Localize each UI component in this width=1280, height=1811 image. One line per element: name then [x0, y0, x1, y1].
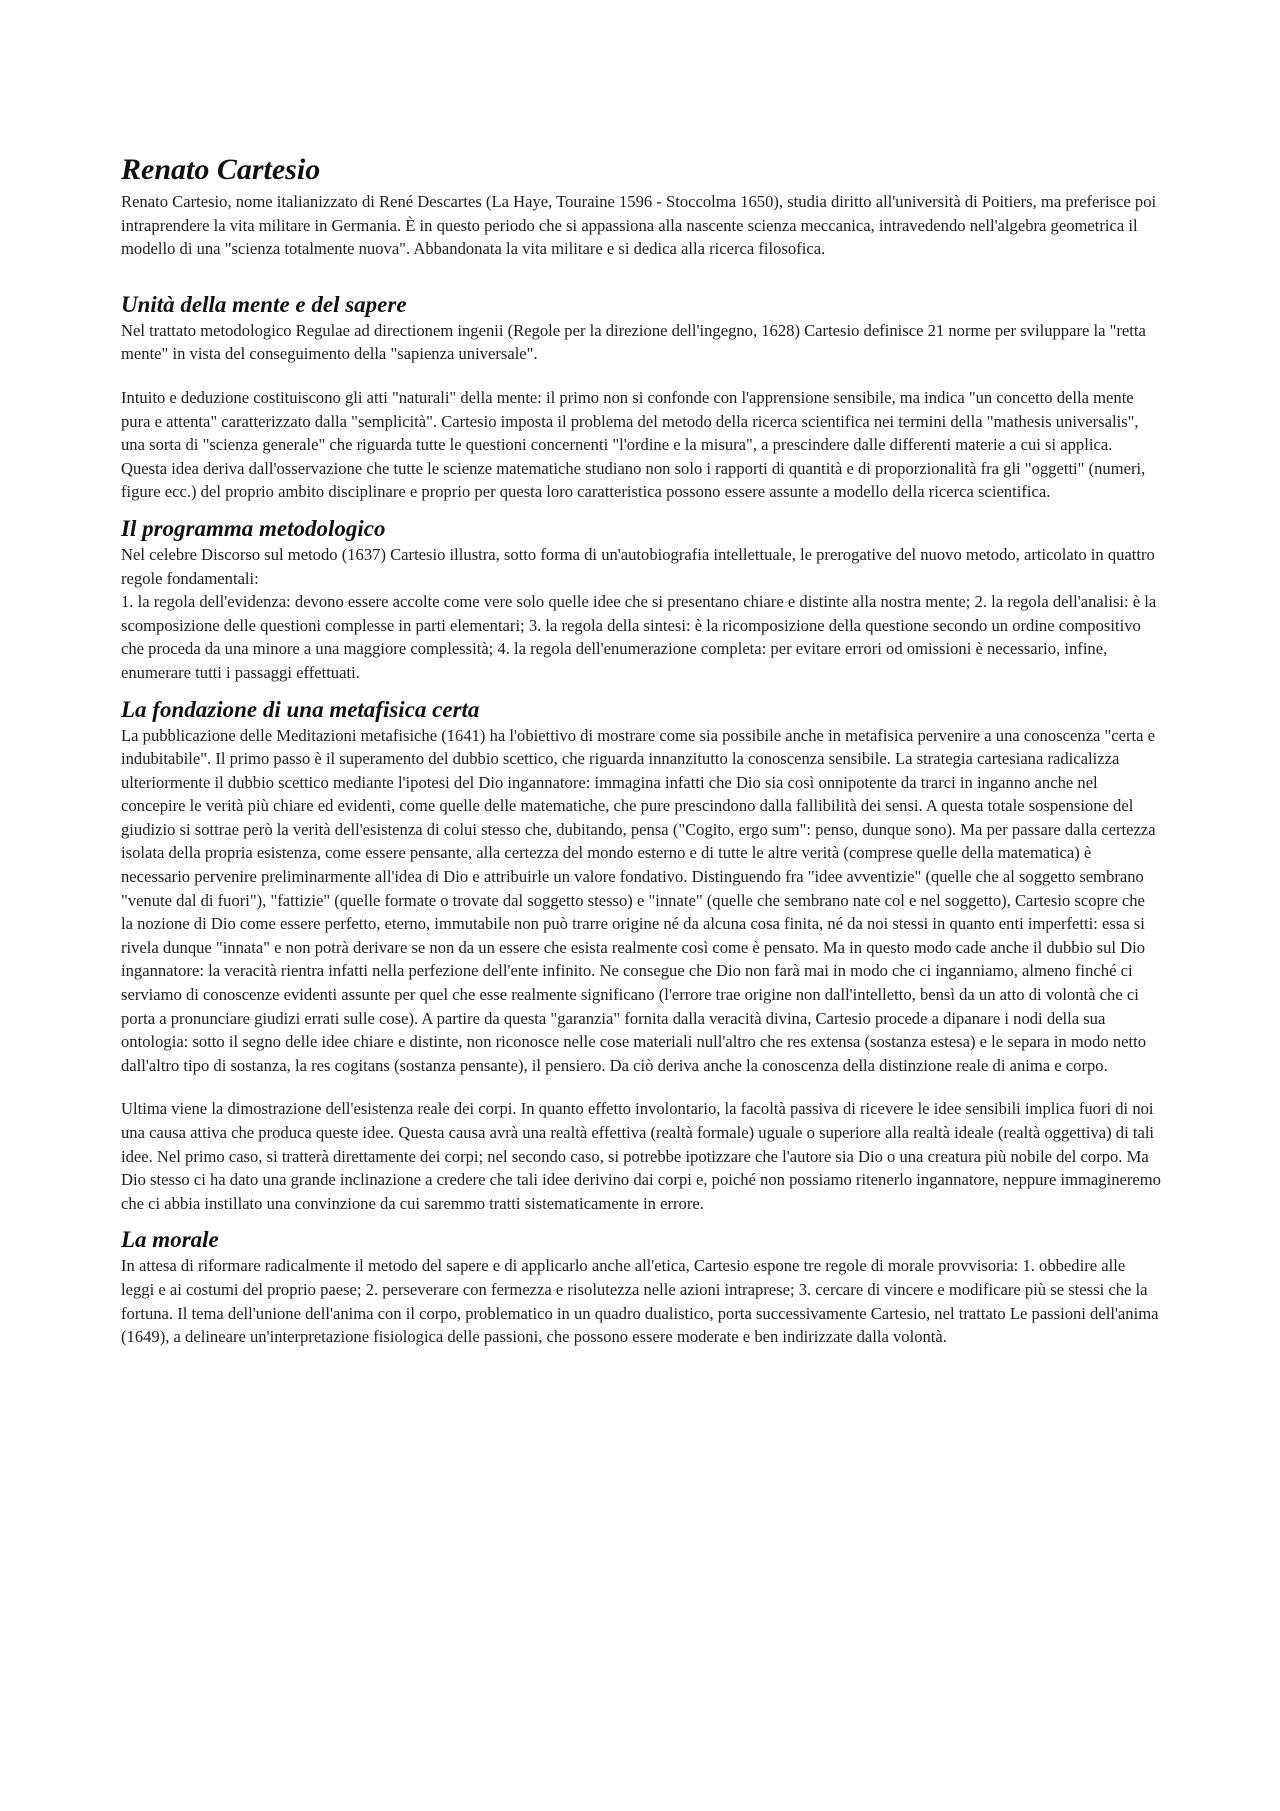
- section-paragraph: Intuito e deduzione costituiscono gli atti "naturali" della mente: il primo non si confonde con l'apprensione sensibile, ma indica "un concetto della mente pura e attenta" caratterizzato dalla "semplicità". Cartesio imposta il problema del metodo della ricerca scientifica nei termini della "mathesis universalis", una sorta di "scienza generale" che riguarda tutte le questioni concernenti "l'ordine e la misura", a prescindere dalle differenti materie a cui si applica. Questa idea deriva dall'osservazione che tutte le scienze matematiche studiano non solo i rapporti di quantità e di proporzionalità fra gli "oggetti" (numeri, figure ecc.) del proprio ambito disciplinare e proprio per questa loro caratteristica possono essere assunte a modello della ricerca scientifica.: [121, 387, 1146, 502]
- section-paragraph: 1. la regola dell'evidenza: devono essere accolte come vere solo quelle idee che si presentano chiare e distinte alla nostra mente; 2. la regola dell'analisi: è la scomposizione delle questioni complesse in parti elementari; 3. la regola della sintesi: è la ricomposizione della questione secondo un ordine compositivo che proceda da una minore a una maggiore complessità; 4. la regola dell'enumerazione completa: per evitare errori od omissioni è necessario, infine, enumerare tutti i passaggi effettuati.: [121, 592, 1157, 682]
- section-heading: Il programma metodologico: [121, 515, 386, 541]
- section-paragraph: Ultima viene la dimostrazione dell'esistenza reale dei corpi. In quanto effetto involontario, la facoltà passiva di ricevere le idee sensibili implica fuori di noi una causa attiva che produca queste idee. Questa causa avrà una realtà effettiva (realtà formale) uguale o superiore alla realtà ideale (realtà oggettiva) di tali idee. Nel primo caso, si tratterà direttamente dei corpi; nel secondo caso, si potrebbe ipotizzare che l'autore sia Dio o una creatura più nobile del corpo. Ma Dio stesso ci ha dato una grande inclinazione a credere che tali idee derivino dai corpi e, poiché non possiamo ritenerlo ingannatore, neppure immagineremo che ci abbia instillato una convinzione da cui saremmo tratti sistematicamente in errore.: [121, 1099, 1161, 1213]
- section-heading: La morale: [121, 1227, 219, 1253]
- section-fondazione-metafisica: [121, 696, 1161, 1216]
- spacer: [121, 261, 1161, 291]
- section-paragraph: Nel celebre Discorso sul metodo (1637) Cartesio illustra, sotto forma di un'autobiografia intellettuale, le prerogative del nuovo metodo, articolato in quattro regole fondamentali:: [121, 544, 1155, 588]
- spacer: [121, 366, 1161, 386]
- document-page: [121, 152, 1161, 1349]
- section-paragraph: Nel trattato metodologico Regulae ad directionem ingenii (Regole per la direzione dell'ingegno, 1628) Cartesio definisce 21 norme per sviluppare la "retta mente" in vista del conseguimento della "sapienza universale".: [121, 320, 1146, 364]
- spacer: [121, 1215, 1161, 1226]
- document-title: Renato Cartesio: [121, 153, 321, 186]
- spacer: [121, 1077, 1161, 1097]
- section-heading: Unità della mente e del sapere: [121, 291, 407, 317]
- section-paragraph: La pubblicazione delle Meditazioni metafisiche (1641) ha l'obiettivo di mostrare come sia possibile anche in metafisica pervenire a una conoscenza "certa e indubitabile". Il primo passo è il superamento del dubbio scettico, che riguarda innanzitutto la conoscenza sensibile. La strategia cartesiana radicalizza ulteriormente il dubbio scettico mediante l'ipotesi del Dio ingannatore: immagina infatti che Dio sia così onnipotente da trarci in inganno anche nel concepire le verità più chiare ed evidenti, come quelle delle matematiche, che pure prescindono dalla fallibilità dei sensi. A questa totale sospensione del giudizio si sottrae però la verità dell'esistenza di colui stesso che, dubitando, pensa ("Cogito, ergo sum": penso, dunque sono). Ma per passare dalla certezza isolata della propria esistenza, come essere pensante, alla certezza del mondo esterno e di tutte le altre verità (comprese quelle della matematica) è necessario pervenire preliminarmente all'idea di Dio e attribuirle un valore fondativo. Distinguendo fra "idee avventizie" (quelle che al soggetto sembrano "venute dal di fuori"), "fattizie" (quelle formate o trovate dal soggetto stesso) e "innate" (quelle che sembrano nate col e nel soggetto), Cartesio scopre che la nozione di Dio come essere perfetto, eterno, immutabile non può trarre origine né da alcuna cosa finita, né da noi stessi in quanto enti imperfetti: essa si rivela dunque "innata" e non potrà derivare se non da un essere che esista realmente così come è pensato. Ma in questo modo cade anche il dubbio sul Dio ingannatore: la veracità rientra infatti nella perfezione dell'ente infinito. Ne consegue che Dio non farà mai in modo che ci inganniamo, almeno finché ci serviamo di conoscenze evidenti assunte per quel che esse realmente significano (l'errore trae origine non dall'intelletto, bensì da un atto di volontà che ci porta a pronunciare giudizi errati sulle cose). A partire da questa "garanzia" fornita dalla veracità divina, Cartesio procede a dipanare i nodi della sua ontologia: sotto il segno delle idee chiare e distinte, non riconosce nelle cose materiali null'altro che res extensa (sostanza estesa) e le separa in modo netto dall'altro tipo di sostanza, la res cogitans (sostanza pensante), il pensiero. Da ciò deriva anche la conoscenza della distinzione reale di anima e corpo.: [121, 725, 1156, 1075]
- spacer: [121, 504, 1161, 515]
- section-unita-mente: [121, 291, 1161, 504]
- section-programma-metodologico: [121, 515, 1161, 685]
- section-heading: La fondazione di una metafisica certa: [121, 696, 480, 722]
- section-la-morale: [121, 1226, 1161, 1348]
- section-paragraph: In attesa di riformare radicalmente il metodo del sapere e di applicarlo anche all'etica, Cartesio espone tre regole di morale provvisoria: 1. obbedire alle leggi e ai costumi del proprio paese; 2. perseverare con fermezza e risolutezza nelle azioni intraprese; 3. cercare di vincere e modificare più se stessi che la fortuna. Il tema dell'unione dell'anima con il corpo, problematico in un quadro dualistico, porta successivamente Cartesio, nel trattato Le passioni dell'anima (1649), a delineare un'interpretazione fisiologica delle passioni, che possono essere moderate e ben indirizzate dalla volontà.: [121, 1256, 1159, 1347]
- spacer: [121, 685, 1161, 696]
- intro-paragraph: Renato Cartesio, nome italianizzato di René Descartes (La Haye, Touraine 1596 - Stoccolma 1650), studia diritto all'università di Poitiers, ma preferisce poi intraprendere la vita militare in Germania. È in questo periodo che si appassiona alla nascente scienza meccanica, intravedendo nell'algebra geometrica il modello di una "scienza totalmente nuova". Abbandonata la vita militare e si dedica alla ricerca filosofica.: [121, 192, 1157, 259]
